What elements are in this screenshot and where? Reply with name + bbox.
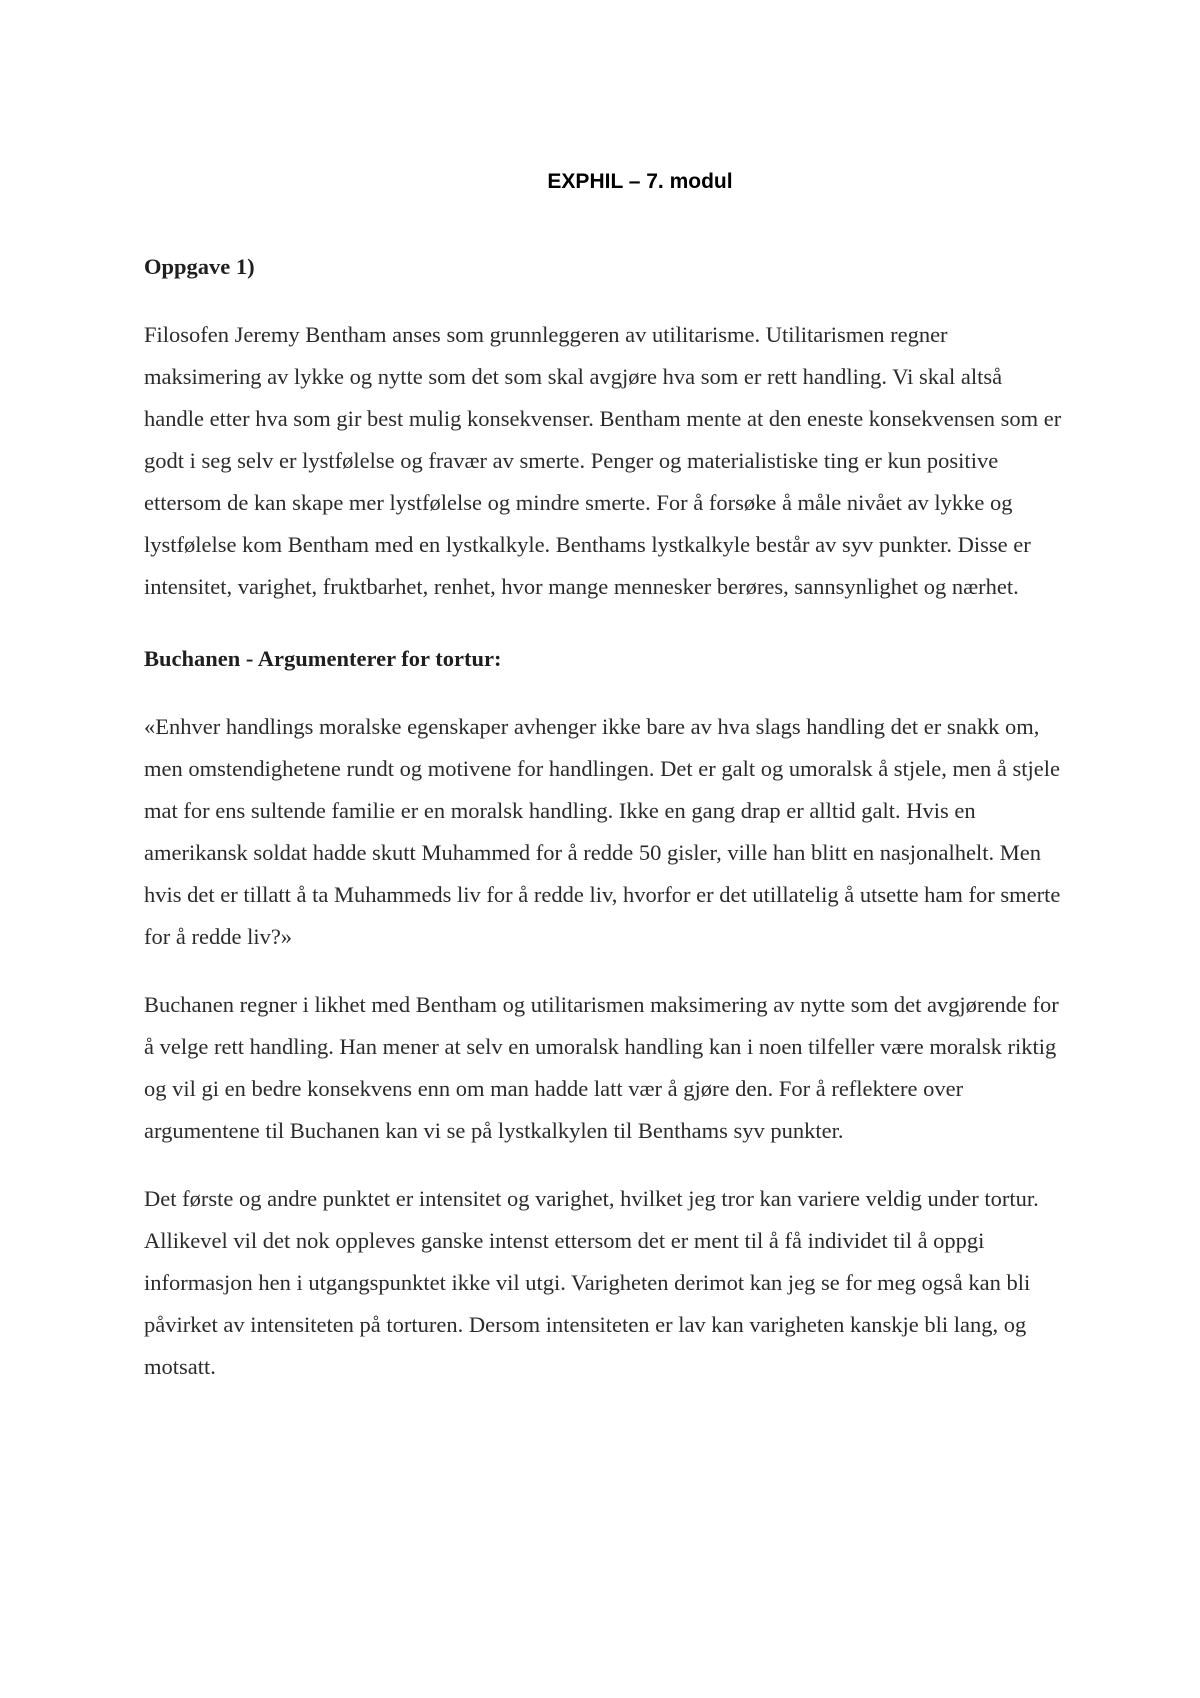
paragraph-bentham-intro: Filosofen Jeremy Bentham anses som grunnleggeren av utilitarisme. Utilitarismen regner maksimering av lykke og nytte som det som skal avgjøre hva som er rett handling. Vi skal altså handle etter hva som gir best mulig konsekvenser. Bentham mente at den eneste konsekvensen som er godt i seg selv er lystfølelse og fravær av smerte. Penger og materialistiske ting er kun positive ettersom de kan skape mer lystfølelse og mindre smerte. For å forsøke å måle nivået av lykke og lystfølelse kom Bentham med en lystkalkyle. Benthams lystkalkyle består av syv punkter. Disse er intensitet, varighet, fruktbarhet, renhet, hvor mange mennesker berøres, sannsynlighet og nærhet. <box>144 322 1062 599</box>
heading-buchanen: Buchanen - Argumenterer for tortur: <box>144 646 502 671</box>
heading-oppgave-1: Oppgave 1) <box>144 254 255 279</box>
paragraph-intensity-duration: Det første og andre punktet er intensitet og varighet, hvilket jeg tror kan variere veldig under tortur. Allikevel vil det nok oppleves ganske intenst ettersom det er ment til å få individet til å oppgi informasjon hen i utgangspunktet ikke vil utgi. Varigheten derimot kan jeg se for meg også kan bli påvirket av intensiteten på torturen. Dersom intensiteten er lav kan varigheten kanskje bli lang, og motsatt. <box>144 1186 1039 1379</box>
document-body <box>144 246 1064 1388</box>
paragraph-buchanen-analysis: Buchanen regner i likhet med Bentham og utilitarismen maksimering av nytte som det avgjørende for å velge rett handling. Han mener at selv en umoralsk handling kan i noen tilfeller være moralsk riktig og vil gi en bedre konsekvens enn om man hadde latt vær å gjøre den. For å reflektere over argumentene til Buchanen kan vi se på lystkalkylen til Benthams syv punkter. <box>144 992 1059 1143</box>
document-title: EXPHIL – 7. modul <box>547 170 733 193</box>
paragraph-quote: «Enhver handlings moralske egenskaper avhenger ikke bare av hva slags handling det er snakk om, men omstendighetene rundt og motivene for handlingen. Det er galt og umoralsk å stjele, men å stjele mat for ens sultende familie er en moralsk handling. Ikke en gang drap er alltid galt. Hvis en amerikansk soldat hadde skutt Muhammed for å redde 50 gisler, ville han blitt en nasjonalhelt. Men hvis det er tillatt å ta Muhammeds liv for å redde liv, hvorfor er det utillatelig å utsette ham for smerte for å redde liv?» <box>144 714 1061 949</box>
